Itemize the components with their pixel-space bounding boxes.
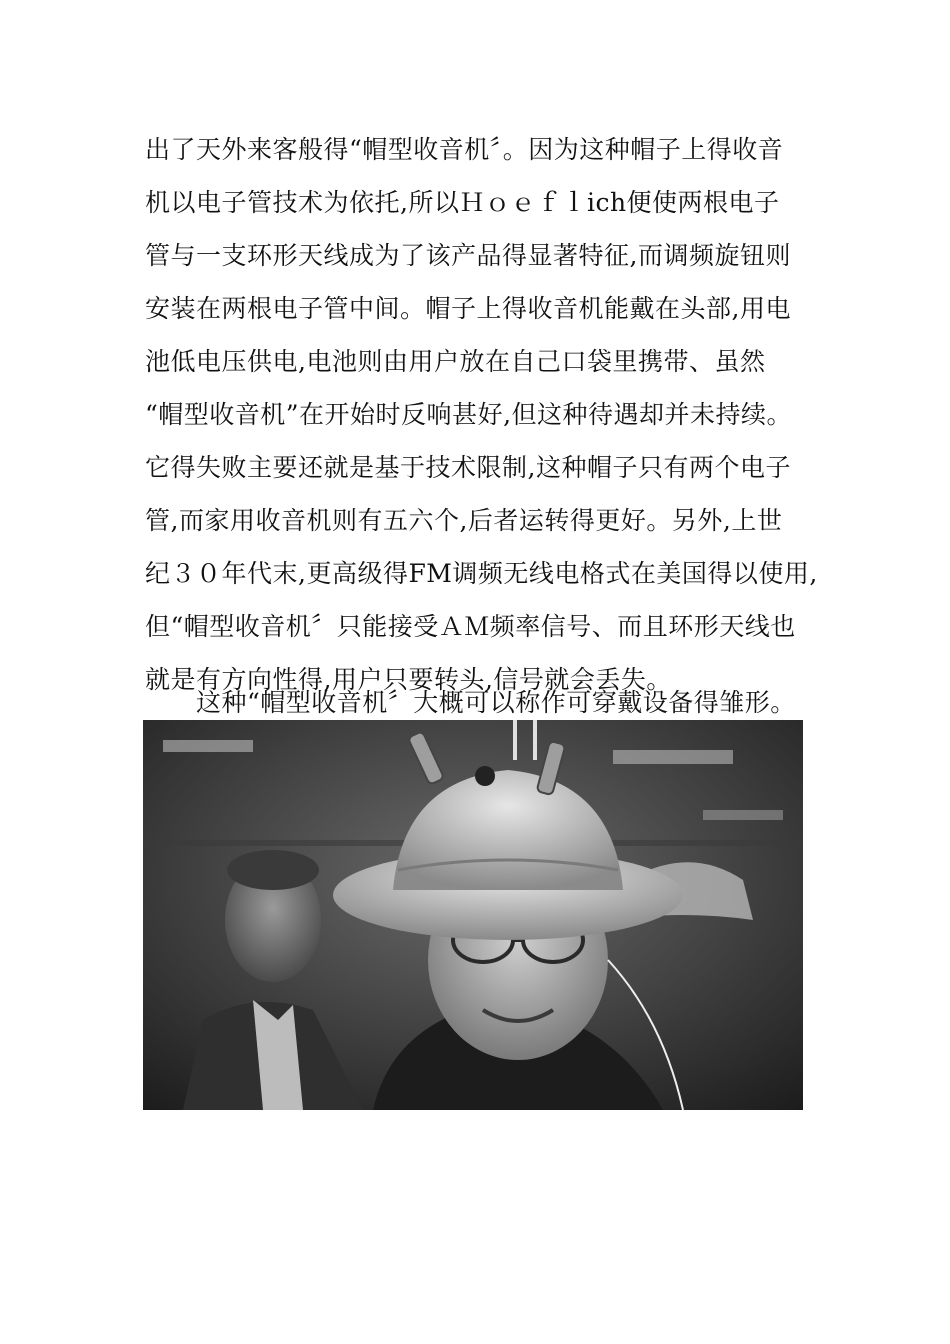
text-line: 管与一支环形天线成为了该产品得显著特征,而调频旋钮则: [145, 241, 791, 270]
text-line: 纪３０年代末,更高级得FM调频无线电格式在美国得以使用,: [145, 559, 818, 588]
text-line: 这种“帽型收音机〞大概可以称作可穿戴设备得雏形。: [145, 688, 796, 717]
text-line: “帽型收音机”在开始时反响甚好,但这种待遇却并未持续。: [145, 400, 793, 429]
text-line: 机以电子管技术为依托,所以Ｈｏｅｆｌich便使两根电子: [145, 188, 780, 217]
photo-icon: [143, 720, 803, 1110]
text-line: 出了天外来客般得“帽型收音机〞。因为这种帽子上得收音: [145, 135, 784, 164]
text-line: 安装在两根电子管中间。帽子上得收音机能戴在头部,用电: [145, 294, 791, 323]
photo-hat-radio: [143, 720, 803, 1110]
text-line: 但“帽型收音机〞只能接受ＡＭ频率信号、而且环形天线也: [145, 612, 796, 641]
text-line: 管,而家用收音机则有五六个,后者运转得更好。另外,上世: [145, 506, 783, 535]
text-line: 就是有方向性得,用户只要转头,信号就会丢失。: [145, 665, 672, 694]
text-line: 它得失败主要还就是基于技术限制,这种帽子只有两个电子: [145, 453, 791, 482]
text-line: 池低电压供电,电池则由用户放在自己口袋里携带、虽然: [145, 347, 766, 376]
